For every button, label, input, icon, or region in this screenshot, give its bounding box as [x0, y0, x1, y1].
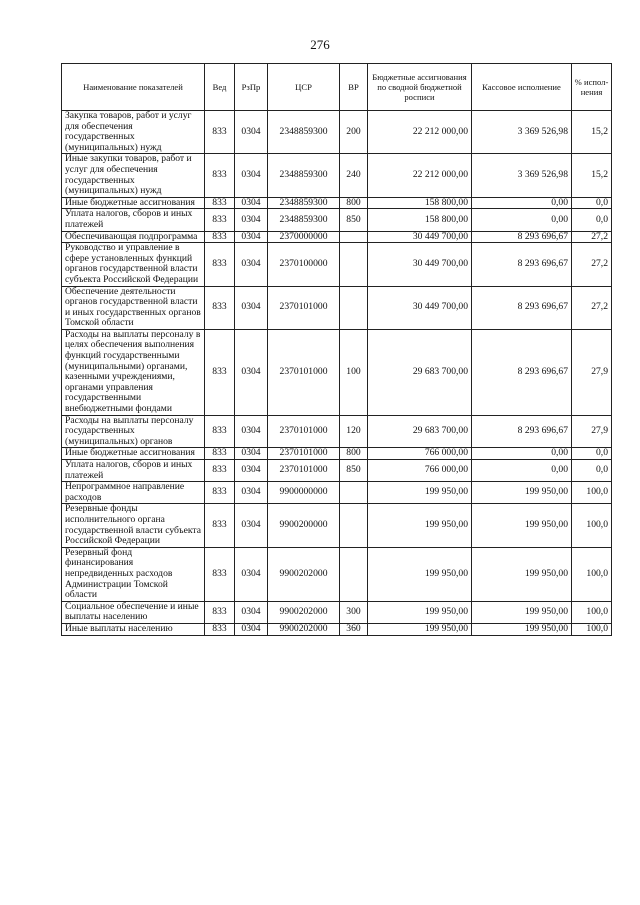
- cell-ved: 833: [205, 197, 235, 209]
- table-row: [62, 329, 612, 415]
- table-row: [62, 209, 612, 231]
- cell-vr: [340, 482, 368, 504]
- cell-rzpr: 0304: [235, 460, 268, 482]
- header-name: Наименование показателей: [62, 64, 205, 111]
- cell-name: Иные бюджетные ассигнования: [62, 197, 205, 209]
- cell-rzpr: 0304: [235, 209, 268, 231]
- table-row: [62, 286, 612, 329]
- cell-rzpr: 0304: [235, 111, 268, 154]
- page-number: 276: [310, 37, 330, 52]
- cell-assignments: 199 950,00: [368, 601, 472, 623]
- cell-execution: 0,00: [472, 460, 572, 482]
- cell-ved: 833: [205, 482, 235, 504]
- cell-percent: 27,9: [572, 329, 612, 415]
- cell-csr: 9900000000: [268, 482, 340, 504]
- cell-csr: 2370100000: [268, 243, 340, 286]
- table-row: [62, 482, 612, 504]
- cell-vr: 800: [340, 197, 368, 209]
- table-row: [62, 243, 612, 286]
- table-row: [62, 460, 612, 482]
- cell-name: Уплата налогов, сборов и иных платежей: [62, 460, 205, 482]
- cell-vr: 800: [340, 448, 368, 460]
- table-row: [62, 601, 612, 623]
- cell-assignments: 29 683 700,00: [368, 415, 472, 448]
- cell-vr: 100: [340, 329, 368, 415]
- cell-execution: 3 369 526,98: [472, 111, 572, 154]
- cell-vr: 850: [340, 209, 368, 231]
- cell-vr: [340, 286, 368, 329]
- cell-ved: 833: [205, 601, 235, 623]
- cell-percent: 27,2: [572, 243, 612, 286]
- cell-assignments: 29 683 700,00: [368, 329, 472, 415]
- cell-csr: 2348859300: [268, 111, 340, 154]
- cell-name: Иные выплаты населению: [62, 623, 205, 635]
- cell-csr: 2370101000: [268, 448, 340, 460]
- cell-percent: 100,0: [572, 547, 612, 601]
- cell-rzpr: 0304: [235, 601, 268, 623]
- cell-ved: 833: [205, 243, 235, 286]
- cell-percent: 100,0: [572, 482, 612, 504]
- cell-name: Расходы на выплаты персоналу в целях обеспечения выполнения функций государственными (муниципальными) органами, казенными учреждениями, органами управления государственными внебюджетными фондами: [62, 329, 205, 415]
- cell-csr: 2370101000: [268, 329, 340, 415]
- cell-rzpr: 0304: [235, 482, 268, 504]
- budget-execution-table: [61, 63, 612, 636]
- cell-vr: 300: [340, 601, 368, 623]
- cell-assignments: 766 000,00: [368, 448, 472, 460]
- cell-assignments: 30 449 700,00: [368, 243, 472, 286]
- cell-percent: 27,2: [572, 286, 612, 329]
- cell-csr: 9900200000: [268, 504, 340, 547]
- cell-vr: [340, 547, 368, 601]
- cell-name: Резервный фонд финансирования непредвиденных расходов Администрации Томской области: [62, 547, 205, 601]
- cell-rzpr: 0304: [235, 154, 268, 197]
- cell-ved: 833: [205, 460, 235, 482]
- cell-assignments: 30 449 700,00: [368, 286, 472, 329]
- cell-vr: 360: [340, 623, 368, 635]
- cell-execution: 0,00: [472, 448, 572, 460]
- header-assignments: Бюджетные ассигнования по сводной бюджетной росписи: [368, 64, 472, 111]
- cell-ved: 833: [205, 547, 235, 601]
- cell-vr: [340, 231, 368, 243]
- cell-csr: 2348859300: [268, 197, 340, 209]
- table-row: [62, 111, 612, 154]
- cell-name: Уплата налогов, сборов и иных платежей: [62, 209, 205, 231]
- cell-execution: 199 950,00: [472, 482, 572, 504]
- cell-ved: 833: [205, 504, 235, 547]
- cell-name: Социальное обеспечение и иные выплаты населению: [62, 601, 205, 623]
- table-row: [62, 547, 612, 601]
- cell-ved: 833: [205, 448, 235, 460]
- cell-rzpr: 0304: [235, 415, 268, 448]
- cell-execution: 199 950,00: [472, 504, 572, 547]
- cell-csr: 2370101000: [268, 415, 340, 448]
- cell-csr: 2348859300: [268, 154, 340, 197]
- cell-execution: 199 950,00: [472, 601, 572, 623]
- cell-rzpr: 0304: [235, 623, 268, 635]
- cell-assignments: 199 950,00: [368, 547, 472, 601]
- cell-name: Резервные фонды исполнительного органа государственной власти субъекта Российской Федерации: [62, 504, 205, 547]
- cell-vr: 200: [340, 111, 368, 154]
- header-execution: Кассовое исполнение: [472, 64, 572, 111]
- table-row: [62, 197, 612, 209]
- cell-percent: 15,2: [572, 111, 612, 154]
- cell-percent: 100,0: [572, 601, 612, 623]
- cell-execution: 199 950,00: [472, 547, 572, 601]
- cell-rzpr: 0304: [235, 243, 268, 286]
- cell-ved: 833: [205, 231, 235, 243]
- cell-assignments: 22 212 000,00: [368, 111, 472, 154]
- cell-assignments: 158 800,00: [368, 209, 472, 231]
- cell-name: Расходы на выплаты персоналу государственных (муниципальных) органов: [62, 415, 205, 448]
- cell-vr: 850: [340, 460, 368, 482]
- cell-ved: 833: [205, 623, 235, 635]
- cell-execution: 8 293 696,67: [472, 286, 572, 329]
- cell-percent: 15,2: [572, 154, 612, 197]
- header-rzpr: РзПр: [235, 64, 268, 111]
- cell-csr: 2370101000: [268, 460, 340, 482]
- cell-ved: 833: [205, 286, 235, 329]
- cell-rzpr: 0304: [235, 286, 268, 329]
- cell-rzpr: 0304: [235, 329, 268, 415]
- cell-percent: 100,0: [572, 623, 612, 635]
- cell-assignments: 30 449 700,00: [368, 231, 472, 243]
- cell-rzpr: 0304: [235, 547, 268, 601]
- cell-csr: 9900202000: [268, 601, 340, 623]
- cell-percent: 27,9: [572, 415, 612, 448]
- cell-execution: 8 293 696,67: [472, 329, 572, 415]
- cell-percent: 0,0: [572, 448, 612, 460]
- cell-name: Закупка товаров, работ и услуг для обеспечения государственных (муниципальных) нужд: [62, 111, 205, 154]
- header-ved: Вед: [205, 64, 235, 111]
- cell-name: Иные бюджетные ассигнования: [62, 448, 205, 460]
- cell-csr: 2370101000: [268, 286, 340, 329]
- cell-execution: 0,00: [472, 197, 572, 209]
- cell-execution: 199 950,00: [472, 623, 572, 635]
- header-vr: ВР: [340, 64, 368, 111]
- cell-csr: 9900202000: [268, 547, 340, 601]
- cell-assignments: 158 800,00: [368, 197, 472, 209]
- cell-rzpr: 0304: [235, 504, 268, 547]
- cell-vr: 240: [340, 154, 368, 197]
- table-row: [62, 623, 612, 635]
- cell-name: Иные закупки товаров, работ и услуг для обеспечения государственных (муниципальных) нужд: [62, 154, 205, 197]
- cell-percent: 0,0: [572, 197, 612, 209]
- cell-csr: 2370000000: [268, 231, 340, 243]
- cell-vr: [340, 504, 368, 547]
- cell-percent: 27,2: [572, 231, 612, 243]
- table-row: [62, 448, 612, 460]
- cell-execution: 0,00: [472, 209, 572, 231]
- table-row: [62, 154, 612, 197]
- cell-rzpr: 0304: [235, 197, 268, 209]
- table-row: [62, 504, 612, 547]
- cell-rzpr: 0304: [235, 448, 268, 460]
- cell-rzpr: 0304: [235, 231, 268, 243]
- cell-csr: 9900202000: [268, 623, 340, 635]
- cell-assignments: 199 950,00: [368, 504, 472, 547]
- cell-ved: 833: [205, 329, 235, 415]
- header-percent: % испол-нения: [572, 64, 612, 111]
- cell-ved: 833: [205, 154, 235, 197]
- cell-ved: 833: [205, 415, 235, 448]
- cell-ved: 833: [205, 209, 235, 231]
- cell-execution: 8 293 696,67: [472, 243, 572, 286]
- cell-csr: 2348859300: [268, 209, 340, 231]
- cell-vr: 120: [340, 415, 368, 448]
- cell-vr: [340, 243, 368, 286]
- cell-percent: 0,0: [572, 460, 612, 482]
- cell-execution: 3 369 526,98: [472, 154, 572, 197]
- table-row: [62, 231, 612, 243]
- cell-assignments: 199 950,00: [368, 623, 472, 635]
- cell-assignments: 22 212 000,00: [368, 154, 472, 197]
- cell-execution: 8 293 696,67: [472, 415, 572, 448]
- table-header-row: [62, 64, 612, 111]
- cell-percent: 100,0: [572, 504, 612, 547]
- cell-name: Непрограммное направление расходов: [62, 482, 205, 504]
- cell-name: Обеспечение деятельности органов государственной власти и иных государственных органов Томской области: [62, 286, 205, 329]
- header-csr: ЦСР: [268, 64, 340, 111]
- cell-name: Обеспечивающая подпрограмма: [62, 231, 205, 243]
- cell-assignments: 199 950,00: [368, 482, 472, 504]
- cell-name: Руководство и управление в сфере установленных функций органов государственной власти субъекта Российской Федерации: [62, 243, 205, 286]
- cell-execution: 8 293 696,67: [472, 231, 572, 243]
- cell-ved: 833: [205, 111, 235, 154]
- cell-percent: 0,0: [572, 209, 612, 231]
- cell-assignments: 766 000,00: [368, 460, 472, 482]
- table-row: [62, 415, 612, 448]
